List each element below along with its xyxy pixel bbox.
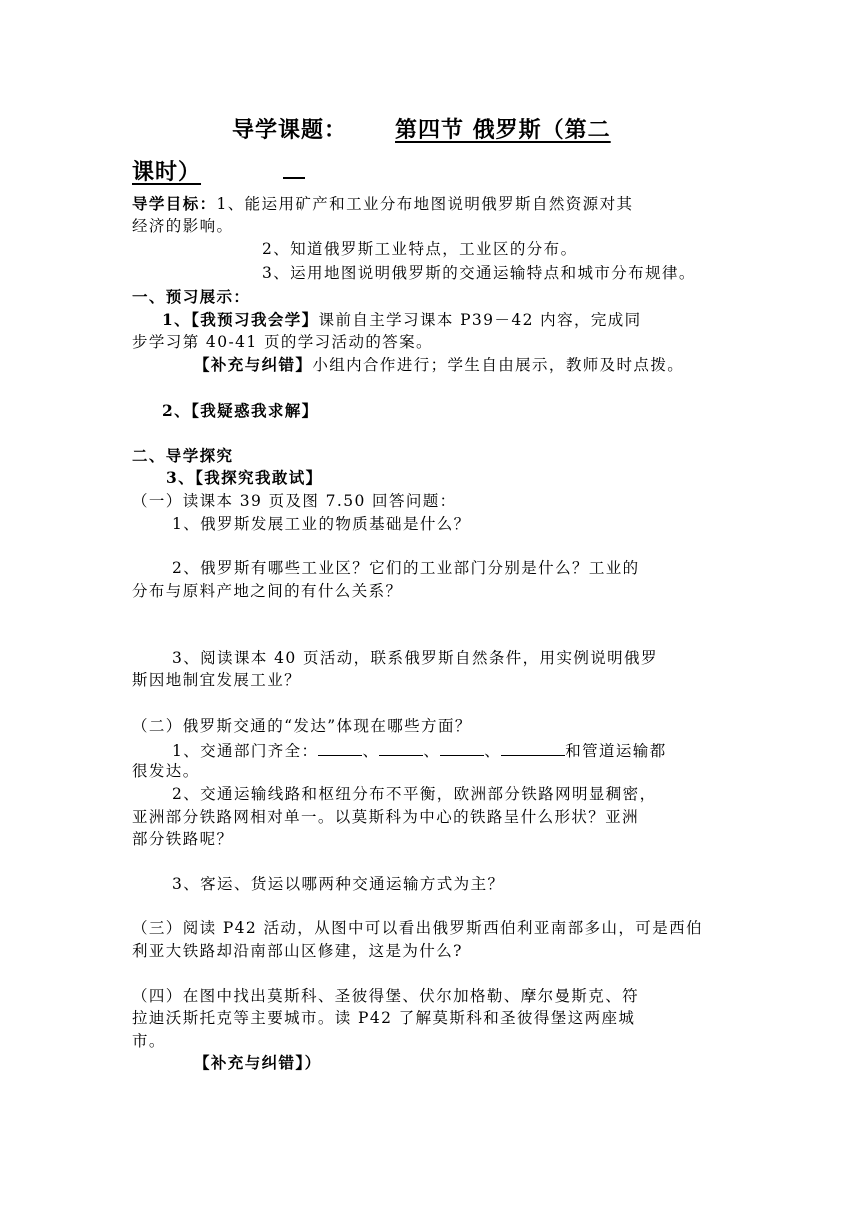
explore-item-3: 3、【我探究我敢试】 [166,468,323,487]
explore-heading: 二、导学探究 [132,446,234,465]
part-3-cont: 利亚大铁路却沿南部山区修建，这是为什么? [132,942,463,960]
preview-item-1-cont: 步学习第 40-41 页的学习活动的答案。 [132,333,433,351]
question-1: 1、俄罗斯发展工业的物质基础是什么？ [172,515,471,533]
transport-2: 2、交通运输线路和枢纽分布不平衡，欧洲部分铁路网明显稠密， [172,785,657,803]
goal-2: 2、知道俄罗斯工业特点，工业区的分布。 [262,240,578,258]
preview-item-2: 2、【我疑惑我求解】 [162,401,319,420]
goals-label: 导学目标： [132,194,217,213]
goal-3: 3、运用地图说明俄罗斯的交通运输特点和城市分布规律。 [262,264,696,282]
title-topic: 第四节 俄罗斯（第二 [395,117,611,143]
part-3: （三）阅读 P42 活动，从图中可以看出俄罗斯西伯利亚南部多山，可是西伯 [132,919,703,937]
preview-heading: 一、预习展示： [132,287,251,306]
explore-supplement: 【补充与纠错】） [194,1053,322,1072]
answer-blank-3[interactable] [440,739,484,756]
answer-blank-2[interactable] [379,739,423,756]
transport-3: 3、客运、货运以哪两种交通运输方式为主？ [172,875,505,893]
preview-supplement: 【补充与纠错】小组内合作进行；学生自由展示，教师及时点拨。 [194,355,685,374]
part-4: （四）在图中找出莫斯科、圣彼得堡、伏尔加格勒、摩尔曼斯克、符 [132,987,640,1005]
title-line-2 [132,158,305,186]
question-3: 3、阅读课本 40 页活动，联系俄罗斯自然条件，用实例说明俄罗 [172,649,658,667]
transport-2-cont-1: 亚洲部分铁路网相对单一。以莫斯科为中心的铁路呈什么形状？亚洲 [132,808,640,826]
transport-2-cont-2: 部分铁路呢？ [132,830,234,848]
goal-1: 导学目标：1、能运用矿产和工业分布地图说明俄罗斯自然资源对其 [132,194,634,213]
transport-1: 1、交通部门齐全： 、 、 、 和管道运输都 [172,739,667,761]
preview-item-2-tag: 【我疑惑我求解】 [191,401,319,420]
title-label: 导学课题： [232,117,348,143]
part-2-heading: （二）俄罗斯交通的“发达”体现在哪些方面？ [132,717,472,735]
preview-item-1-tag: 【我预习我会学】 [191,310,319,329]
answer-blank-1[interactable] [318,739,362,756]
part-1-heading: （一）读课本 39 页及图 7.50 回答问题： [132,492,457,510]
title-blank [283,161,305,179]
part-4-cont-1: 拉迪沃斯托克等主要城市。读 P42 了解莫斯科和圣彼得堡这两座城 [132,1009,636,1027]
question-2-cont: 分布与原料产地之间的有什么关系？ [132,582,403,600]
goal-1-cont: 经济的影响。 [132,217,234,235]
explore-item-3-tag: 【我探究我敢试】 [195,468,323,487]
transport-1-cont: 很发达。 [132,762,200,780]
question-3-cont: 斯因地制宜发展工业？ [132,671,302,689]
preview-item-1: 1、【我预习我会学】课前自主学习课本 P39－42 内容，完成同 [162,310,642,329]
title-topic-cont: 课时） [132,159,202,185]
part-4-cont-2: 市。 [132,1032,166,1050]
answer-blank-4[interactable] [501,739,565,756]
supplement-tag: 【补充与纠错】 [194,355,313,374]
supplement-tag-2: 【补充与纠错】 [194,1053,305,1072]
question-2: 2、俄罗斯有哪些工业区？它们的工业部门分别是什么？工业的 [172,559,640,577]
title-line-1 [232,116,611,144]
